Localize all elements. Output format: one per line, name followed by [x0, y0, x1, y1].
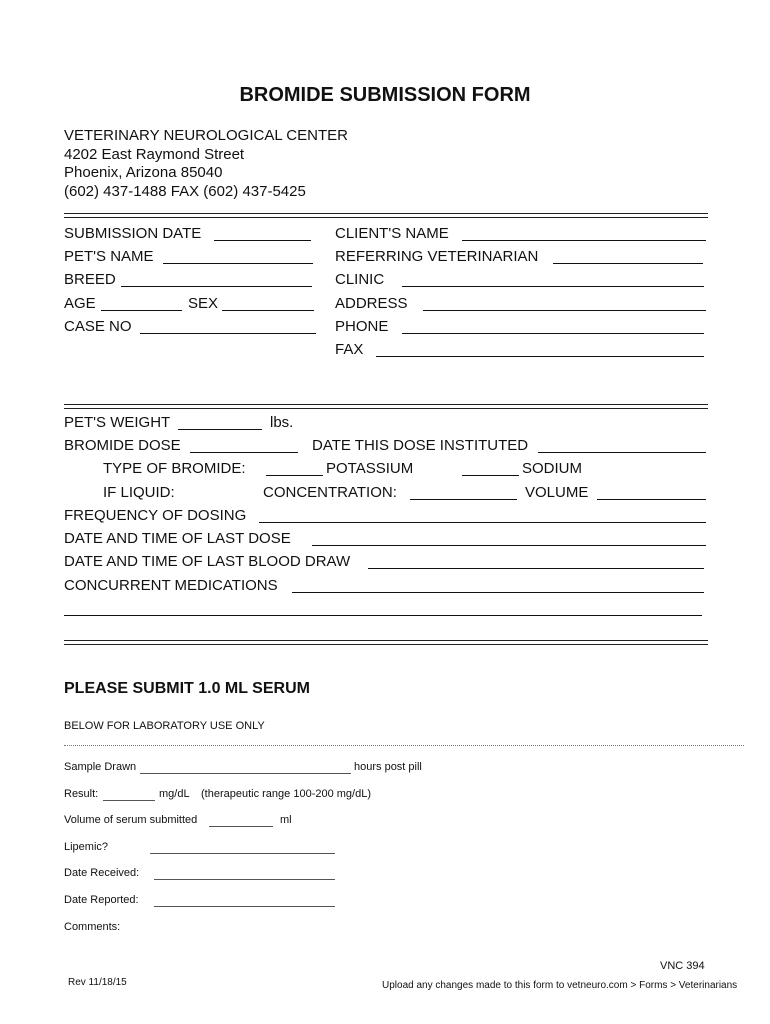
comments-label: Comments:	[64, 921, 121, 933]
concurrent-meds-field[interactable]	[292, 592, 704, 593]
frequency-label: FREQUENCY OF DOSING	[64, 507, 247, 524]
case-no-label: CASE NO	[64, 318, 132, 335]
address-field[interactable]	[423, 310, 706, 311]
therapeutic-range-note: (therapeutic range 100-200 mg/dL)	[201, 788, 371, 800]
city-state-zip: Phoenix, Arizona 85040	[64, 164, 223, 181]
clinic-label: CLINIC	[335, 271, 385, 288]
bromide-dose-label: BROMIDE DOSE	[64, 437, 181, 454]
section-divider	[64, 213, 708, 218]
serum-heading: PLEASE SUBMIT 1.0 ML SERUM	[64, 680, 310, 697]
pets-weight-field[interactable]	[178, 429, 262, 430]
type-of-bromide-label: TYPE OF BROMIDE:	[103, 460, 246, 477]
date-received-label: Date Received:	[64, 867, 140, 879]
volume-field[interactable]	[597, 499, 706, 500]
section-divider	[64, 640, 708, 645]
bromide-dose-field[interactable]	[190, 452, 298, 453]
result-unit: mg/dL	[159, 788, 190, 800]
lab-divider	[64, 745, 744, 746]
volume-unit: ml	[280, 814, 292, 826]
volume-submitted-label: Volume of serum submitted	[64, 814, 198, 826]
concentration-field[interactable]	[410, 499, 517, 500]
lipemic-field[interactable]	[150, 853, 335, 854]
fax-label: FAX	[335, 341, 364, 358]
phone-label: PHONE	[335, 318, 389, 335]
breed-field[interactable]	[121, 286, 312, 287]
submission-date-label: SUBMISSION DATE	[64, 225, 202, 242]
lipemic-label: Lipemic?	[64, 841, 109, 853]
fax-field[interactable]	[376, 356, 704, 357]
org-name: VETERINARY NEUROLOGICAL CENTER	[64, 127, 348, 144]
date-dose-instituted-field[interactable]	[538, 452, 706, 453]
if-liquid-label: IF LIQUID:	[103, 484, 175, 501]
last-dose-field[interactable]	[312, 545, 706, 546]
volume-label: VOLUME	[525, 484, 589, 501]
upload-note: Upload any changes made to this form to vetneuro.com > Forms > Veterinarians	[382, 980, 738, 991]
sample-drawn-label: Sample Drawn	[64, 761, 137, 773]
sodium-field[interactable]	[462, 475, 519, 476]
clients-name-label: CLIENT'S NAME	[335, 225, 449, 242]
lbs-unit: lbs.	[270, 414, 294, 431]
result-label: Result:	[64, 788, 99, 800]
address-label: ADDRESS	[335, 295, 408, 312]
pets-name-field[interactable]	[163, 263, 313, 264]
sodium-label: SODIUM	[522, 460, 582, 477]
concentration-label: CONCENTRATION:	[263, 484, 397, 501]
concurrent-meds-label: CONCURRENT MEDICATIONS	[64, 577, 278, 594]
age-field[interactable]	[101, 310, 182, 311]
lab-use-only-note: BELOW FOR LABORATORY USE ONLY	[64, 720, 265, 732]
pets-name-label: PET'S NAME	[64, 248, 154, 265]
clients-name-field[interactable]	[462, 240, 706, 241]
revision-date: Rev 11/18/15	[68, 977, 127, 988]
last-dose-label: DATE AND TIME OF LAST DOSE	[64, 530, 291, 547]
frequency-field[interactable]	[259, 522, 706, 523]
sample-drawn-field[interactable]	[140, 773, 351, 774]
result-field[interactable]	[103, 800, 155, 801]
date-dose-instituted-label: DATE THIS DOSE INSTITUTED	[312, 437, 529, 454]
referring-vet-field[interactable]	[553, 263, 703, 264]
last-blood-draw-field[interactable]	[368, 568, 704, 569]
sex-field[interactable]	[222, 310, 314, 311]
case-no-field[interactable]	[140, 333, 316, 334]
date-reported-label: Date Reported:	[64, 894, 139, 906]
clinic-field[interactable]	[402, 286, 704, 287]
street-address: 4202 East Raymond Street	[64, 145, 245, 163]
form-title: BROMIDE SUBMISSION FORM	[239, 84, 531, 106]
date-reported-field[interactable]	[154, 906, 335, 907]
date-received-field[interactable]	[154, 879, 335, 880]
potassium-label: POTASSIUM	[326, 460, 414, 477]
sex-label: SEX	[188, 295, 219, 312]
pets-weight-label: PET'S WEIGHT	[64, 414, 171, 431]
last-blood-draw-label: DATE AND TIME OF LAST BLOOD DRAW	[64, 553, 351, 570]
phone-field[interactable]	[402, 333, 704, 334]
referring-vet-label: REFERRING VETERINARIAN	[335, 248, 539, 265]
breed-label: BREED	[64, 271, 116, 288]
potassium-field[interactable]	[266, 475, 323, 476]
volume-submitted-field[interactable]	[209, 826, 273, 827]
concurrent-meds-field-line2[interactable]	[64, 615, 702, 616]
hours-post-pill-label: hours post pill	[354, 761, 422, 773]
submission-date-field[interactable]	[214, 240, 311, 241]
form-code: VNC 394	[660, 960, 705, 972]
phone-fax-numbers: (602) 437-1488 FAX (602) 437-5425	[64, 182, 306, 200]
section-divider	[64, 404, 708, 409]
age-label: AGE	[64, 295, 96, 312]
